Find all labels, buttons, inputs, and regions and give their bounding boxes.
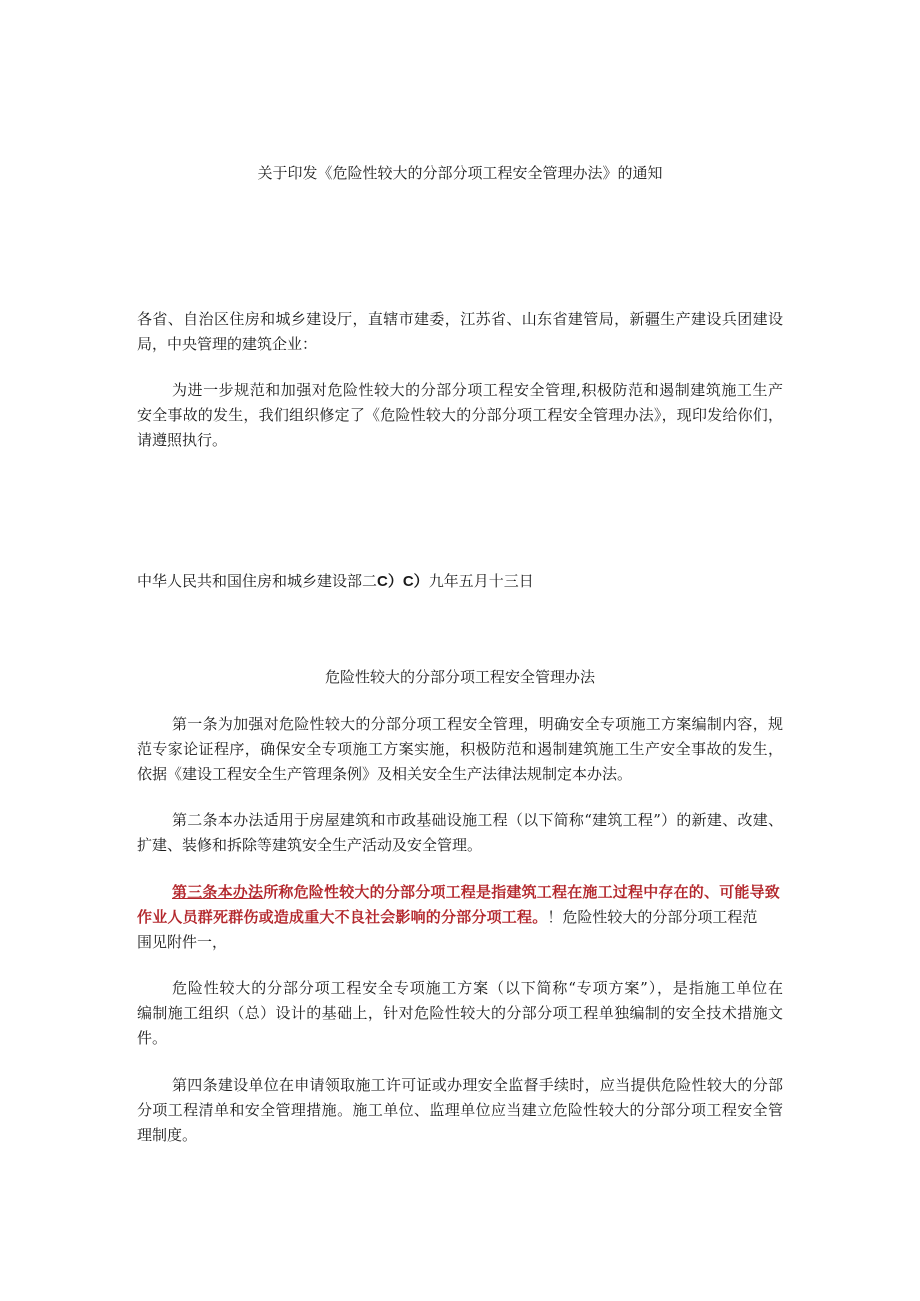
article4-line: 分项工程清单和安全管理措施。施工单位、监理单位应当建立危险性较大的分部分项工程安全管 (137, 1101, 783, 1119)
article1-line: 范专家论证程序，确保安全专项施工方案实施，积极防范和遏制建筑施工生产安全事故的发生， (137, 740, 783, 758)
salutation-line: 局，中央管理的建筑企业： (137, 335, 318, 353)
salutation-line: 各省、自治区住房和城乡建设厅，直辖市建委，江苏省、山东省建管局，新疆生产建设兵团建设 (137, 310, 783, 328)
issuer-year-glyphs: C）C） (377, 573, 429, 590)
article3-line: 围见附件一， (137, 933, 228, 951)
notice-title: 关于印发《危险性较大的分部分项工程安全管理办法》的通知 (257, 164, 663, 182)
article3-underlined: 第三条本办法 (172, 883, 264, 901)
article1-line: 第一条为加强对危险性较大的分部分项工程安全管理，明确安全专项施工方案编制内容，规 (172, 715, 783, 733)
article2-line: 扩建、装修和拆除等建筑安全生产活动及安全管理。 (137, 836, 483, 854)
article3-line (172, 882, 780, 902)
scheme-line: 件。 (137, 1029, 168, 1047)
article3-highlight: 作业人员群死群伤或造成重大不良社会影响的分部分项工程。 (137, 908, 548, 926)
article3-line (137, 907, 757, 927)
scheme-line: 编制施工组织（总）设计的基础上，针对危险性较大的分部分项工程单独编制的安全技术措施文 (137, 1004, 783, 1022)
article4-line: 第四条建设单位在申请领取施工许可证或办理安全监督手续时，应当提供危险性较大的分部 (172, 1076, 783, 1094)
article3-rest: ！危险性较大的分部分项工程范 (547, 908, 758, 926)
article1-line: 依据《建设工程安全生产管理条例》及相关安全生产法律法规制定本办法。 (137, 765, 633, 783)
issuer-date (137, 571, 534, 592)
article4-line: 理制度。 (137, 1126, 198, 1144)
notice-body-line: 安全事故的发生，我们组织修定了《危险性较大的分部分项工程安全管理办法》，现印发给你们， (137, 406, 783, 424)
scheme-line: 危险性较大的分部分项工程安全专项施工方案（以下简称“专项方案”），是指施工单位在 (172, 979, 783, 997)
issuer-suffix: 九年五月十三日 (428, 572, 534, 590)
notice-body-line: 请遵照执行。 (137, 431, 228, 449)
issuer-prefix: 中华人民共和国住房和城乡建设部二 (137, 572, 378, 590)
notice-body-line: 为进一步规范和加强对危险性较大的分部分项工程安全管理,积极防范和遏制建筑施工生产 (172, 381, 783, 399)
article2-line: 第二条本办法适用于房屋建筑和市政基础设施工程（以下简称“建筑工程”）的新建、改建、 (172, 811, 783, 829)
article3-highlight: 所称危险性较大的分部分项工程是指建筑工程在施工过程中存在的、可能导致 (263, 883, 781, 901)
measures-title: 危险性较大的分部分项工程安全管理办法 (324, 668, 595, 686)
